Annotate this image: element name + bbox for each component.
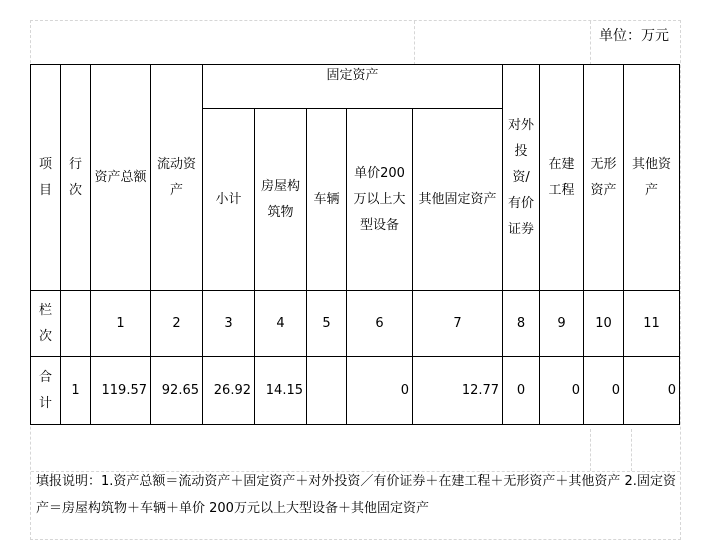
column-index-cell: 8: [503, 291, 540, 357]
column-index-cell: 11: [624, 291, 680, 357]
filling-instructions: 填报说明：1.资产总额＝流动资产＋固定资产＋对外投资／有价证券＋在建工程＋无形资产＋其他资产 2.固定资产＝房屋构筑物＋车辆＋单价 200万元以上大型设备＋其他固定资产: [36, 474, 676, 516]
header-intangible: 无形资产: [584, 65, 624, 291]
column-index-cell: 9: [540, 291, 584, 357]
header-construction: 在建工程: [540, 65, 584, 291]
asset-table: [30, 64, 680, 425]
header-other-assets: 其他资产: [624, 65, 680, 291]
column-index-cell: 10: [584, 291, 624, 357]
current-assets-value: 92.65: [151, 357, 203, 425]
vehicles-value: [307, 357, 347, 425]
header-external-investment: 对外投资/有价证券: [503, 65, 540, 291]
total-row: [31, 357, 680, 425]
guide-line: [631, 429, 632, 471]
column-index-cell: 3: [203, 291, 255, 357]
large-equipment-value: 0: [347, 357, 413, 425]
construction-value: 0: [540, 357, 584, 425]
total-label: 合计: [31, 357, 61, 425]
total-assets-value: 119.57: [91, 357, 151, 425]
header-item: 项目: [31, 65, 61, 291]
fixed-subtotal-value: 26.92: [203, 357, 255, 425]
column-index-label: 栏次: [31, 291, 61, 357]
header-fixed-subtotal: 小计: [203, 109, 255, 291]
other-fixed-value: 12.77: [413, 357, 503, 425]
header-row-no: 行次: [61, 65, 91, 291]
column-index-cell: 5: [307, 291, 347, 357]
column-index-cell: 6: [347, 291, 413, 357]
buildings-value: 14.15: [255, 357, 307, 425]
header-other-fixed: 其他固定资产: [413, 109, 503, 291]
guide-line: [414, 21, 415, 65]
column-index-row: [31, 291, 680, 357]
intangible-value: 0: [584, 357, 624, 425]
unit-label: 单位：万元: [599, 28, 669, 44]
header-current-assets: 流动资产: [151, 65, 203, 291]
total-row-no: 1: [61, 357, 91, 425]
column-index-cell: 4: [255, 291, 307, 357]
header-large-equipment: 单价200万以上大型设备: [347, 109, 413, 291]
column-index-cell: 7: [413, 291, 503, 357]
header-row-1: [31, 65, 680, 109]
header-vehicles: 车辆: [307, 109, 347, 291]
header-buildings: 房屋构筑物: [255, 109, 307, 291]
column-index-cell: [61, 291, 91, 357]
column-index-cell: 2: [151, 291, 203, 357]
header-total-assets: 资产总额: [91, 65, 151, 291]
external-investment-value: 0: [503, 357, 540, 425]
header-fixed-assets: 固定资产: [203, 65, 503, 109]
column-index-cell: 1: [91, 291, 151, 357]
other-assets-value: 0: [624, 357, 680, 425]
guide-line: [590, 429, 591, 471]
guide-line: [590, 21, 591, 65]
